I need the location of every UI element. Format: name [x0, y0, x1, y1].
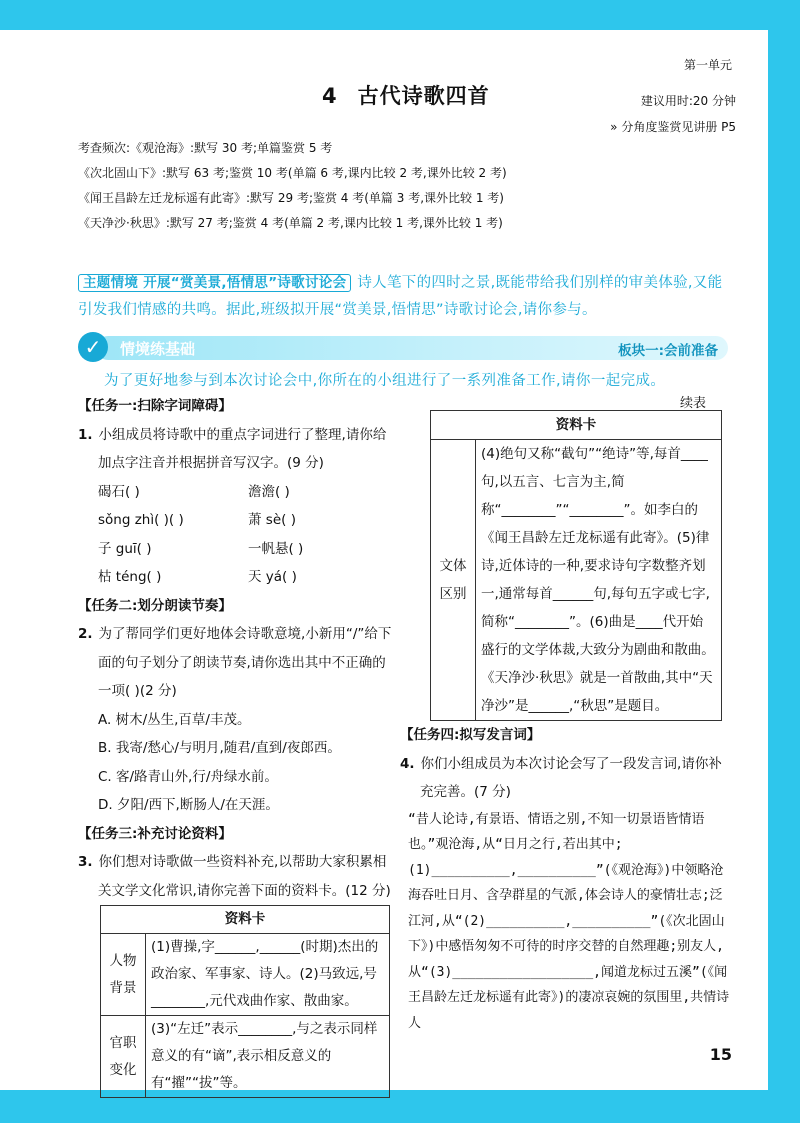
card-title: 资料卡 — [101, 906, 390, 934]
option: A. 树木/丛生,百草/丰茂。 — [98, 711, 251, 728]
option: B. 我寄/愁心/与明月,随君/直到/夜郎西。 — [98, 740, 341, 756]
question-number: 2. — [78, 626, 93, 642]
lesson-number: 4 — [322, 84, 338, 108]
question-text: 为了帮同学们更好地体会诗歌意境,小新用“/”给下面的句子划分了朗读节奏,请你选出其中不正确的一项( )(2 分) — [98, 626, 392, 699]
option: D. 夕阳/西下,断肠人/在天涯。 — [98, 797, 279, 813]
frequency-line: 《天净沙·秋思》:默写 27 考;鉴赏 4 考(单篇 2 考,课内比较 1 考,课外比较 1 考) — [78, 216, 503, 230]
card-row-value: (3)“左迁”表示________,与之表示同样意义的有“谪”,表示相反意义的有“擢”“拔”等。 — [146, 1016, 390, 1098]
speech-text: “昔人论诗,有景语、情语之别,不知一切景语皆情语也。”观沧海,从“日月之行,若出其中;(1)__________,__________”(《观沧海》)中领略沧海吞吐日月、含孕群星的气派,体会诗人的豪情壮志;泛江河,从“(2)__________,__________”(《次北固山下》)中感悟匆匆不可待的时序交替的自然理趣;别友人,从“(3)__________________,闻道龙标过五溪”(《闻王昌龄左迁龙标遥有此寄》)的凄凉哀婉的氛围里,共情诗人 — [408, 811, 730, 1031]
question-number: 1. — [78, 426, 93, 443]
question-3 — [78, 848, 398, 905]
task-heading: 【任务四:拟写发言词】 — [400, 727, 541, 743]
word-item: 一帆悬( ) — [248, 540, 304, 557]
task-heading: 【任务三:补充讨论资料】 — [78, 825, 232, 842]
card-row-key: 文体区别 — [431, 440, 476, 721]
card-row-value: (4)绝句又称“截句”“绝诗”等,每首____句,以五言、七言为主,简称“________”“________”。如李白的《闻王昌龄左迁龙标遥有此寄》。(5)律诗,近体诗的一种,要求诗句字数整齐划一,通常每首______句,每句五字或七字,简称“________”。(6)曲是____代开始盛行的文学体裁,大致分为剧曲和散曲。《天净沙·秋思》就是一首散曲,其中“天净沙”是______,“秋思”是题目。 — [476, 440, 722, 721]
word-item: 碣石( ) — [98, 483, 140, 500]
word-item: 天 yá( ) — [248, 569, 297, 585]
section-banner — [78, 332, 728, 362]
word-item: 萧 sè( ) — [248, 512, 296, 528]
reference-hint: » 分角度鉴赏见讲册 P5 — [610, 120, 736, 134]
question-4 — [400, 750, 730, 807]
info-card-table — [100, 905, 390, 1098]
question-text: 你们小组成员为本次讨论会写了一段发言词,请你补充完善。(7 分) — [420, 755, 722, 800]
lesson-title — [322, 80, 490, 110]
card-row-key: 人物背景 — [101, 934, 146, 1016]
continued-label: 续表 — [679, 396, 706, 411]
lesson-title-text: 古代诗歌四首 — [357, 84, 490, 108]
word-item: 子 guī( ) — [98, 540, 152, 557]
card-row-value: (1)曹操,字______,______(时期)杰出的政治家、军事家、诗人。(2)马致远,号________,元代戏曲作家、散曲家。 — [146, 934, 390, 1016]
question-2 — [78, 620, 398, 706]
banner-module: 板块一:会前准备 — [618, 343, 718, 359]
task-heading: 【任务二:划分朗读节奏】 — [78, 597, 232, 614]
frequency-line: 《闻王昌龄左迁龙标遥有此寄》:默写 29 考;鉴赏 4 考(单篇 3 考,课外比较 1 考) — [78, 191, 504, 205]
question-text: 你们想对诗歌做一些资料补充,以帮助大家积累相关文学文化常识,请你完善下面的资料卡。(12 分) — [98, 854, 391, 899]
task-heading: 【任务一:扫除字词障碍】 — [78, 398, 232, 414]
left-column — [78, 392, 398, 1098]
question-1 — [78, 421, 398, 478]
word-item: 澹澹( ) — [248, 483, 290, 500]
theme-text: 诗人笔下的四时之景,既能带给我们别样的审美体验,又能引发我们情感的共鸣。据此,班级拟开展“赏美景,悟情思”诗歌讨论会,请你参与。 — [78, 275, 723, 318]
worksheet-page — [0, 30, 768, 1090]
page-number: 15 — [709, 1045, 732, 1064]
word-items — [78, 478, 398, 592]
word-item: 枯 téng( ) — [98, 569, 162, 585]
word-item: sǒng zhì( )( ) — [98, 512, 184, 528]
exam-frequency — [78, 136, 507, 236]
theme-tag: 主题情境 开展“赏美景,悟情思”诗歌讨论会 — [78, 274, 351, 292]
theme-scenario — [78, 270, 728, 324]
info-card-continued — [430, 410, 722, 721]
frequency-line: 《次北固山下》:默写 63 考;鉴赏 10 考(单篇 6 考,课内比较 2 考,课外比较 2 考) — [78, 166, 507, 180]
question-number: 3. — [78, 854, 93, 870]
right-column — [400, 392, 730, 1036]
time-hint: 建议用时:20 分钟 — [640, 94, 736, 108]
card-title: 资料卡 — [431, 411, 722, 440]
frequency-line: 考查频次:《观沧海》:默写 30 考;单篇鉴赏 5 考 — [78, 141, 333, 155]
question-number: 4. — [400, 755, 415, 772]
check-icon: ✓ — [78, 332, 108, 362]
option: C. 客/路青山外,行/舟绿水前。 — [98, 768, 278, 785]
banner-title: 情境练基础 — [120, 340, 196, 358]
unit-label: 第一单元 — [683, 58, 732, 72]
question-text: 小组成员将诗歌中的重点字词进行了整理,请你给加点字注音并根据拼音写汉字。(9 分) — [98, 426, 387, 471]
card-row-key: 官职变化 — [101, 1016, 146, 1098]
intro-text: 为了更好地参与到本次讨论会中,你所在的小组进行了一系列准备工作,请你一起完成。 — [104, 373, 666, 389]
